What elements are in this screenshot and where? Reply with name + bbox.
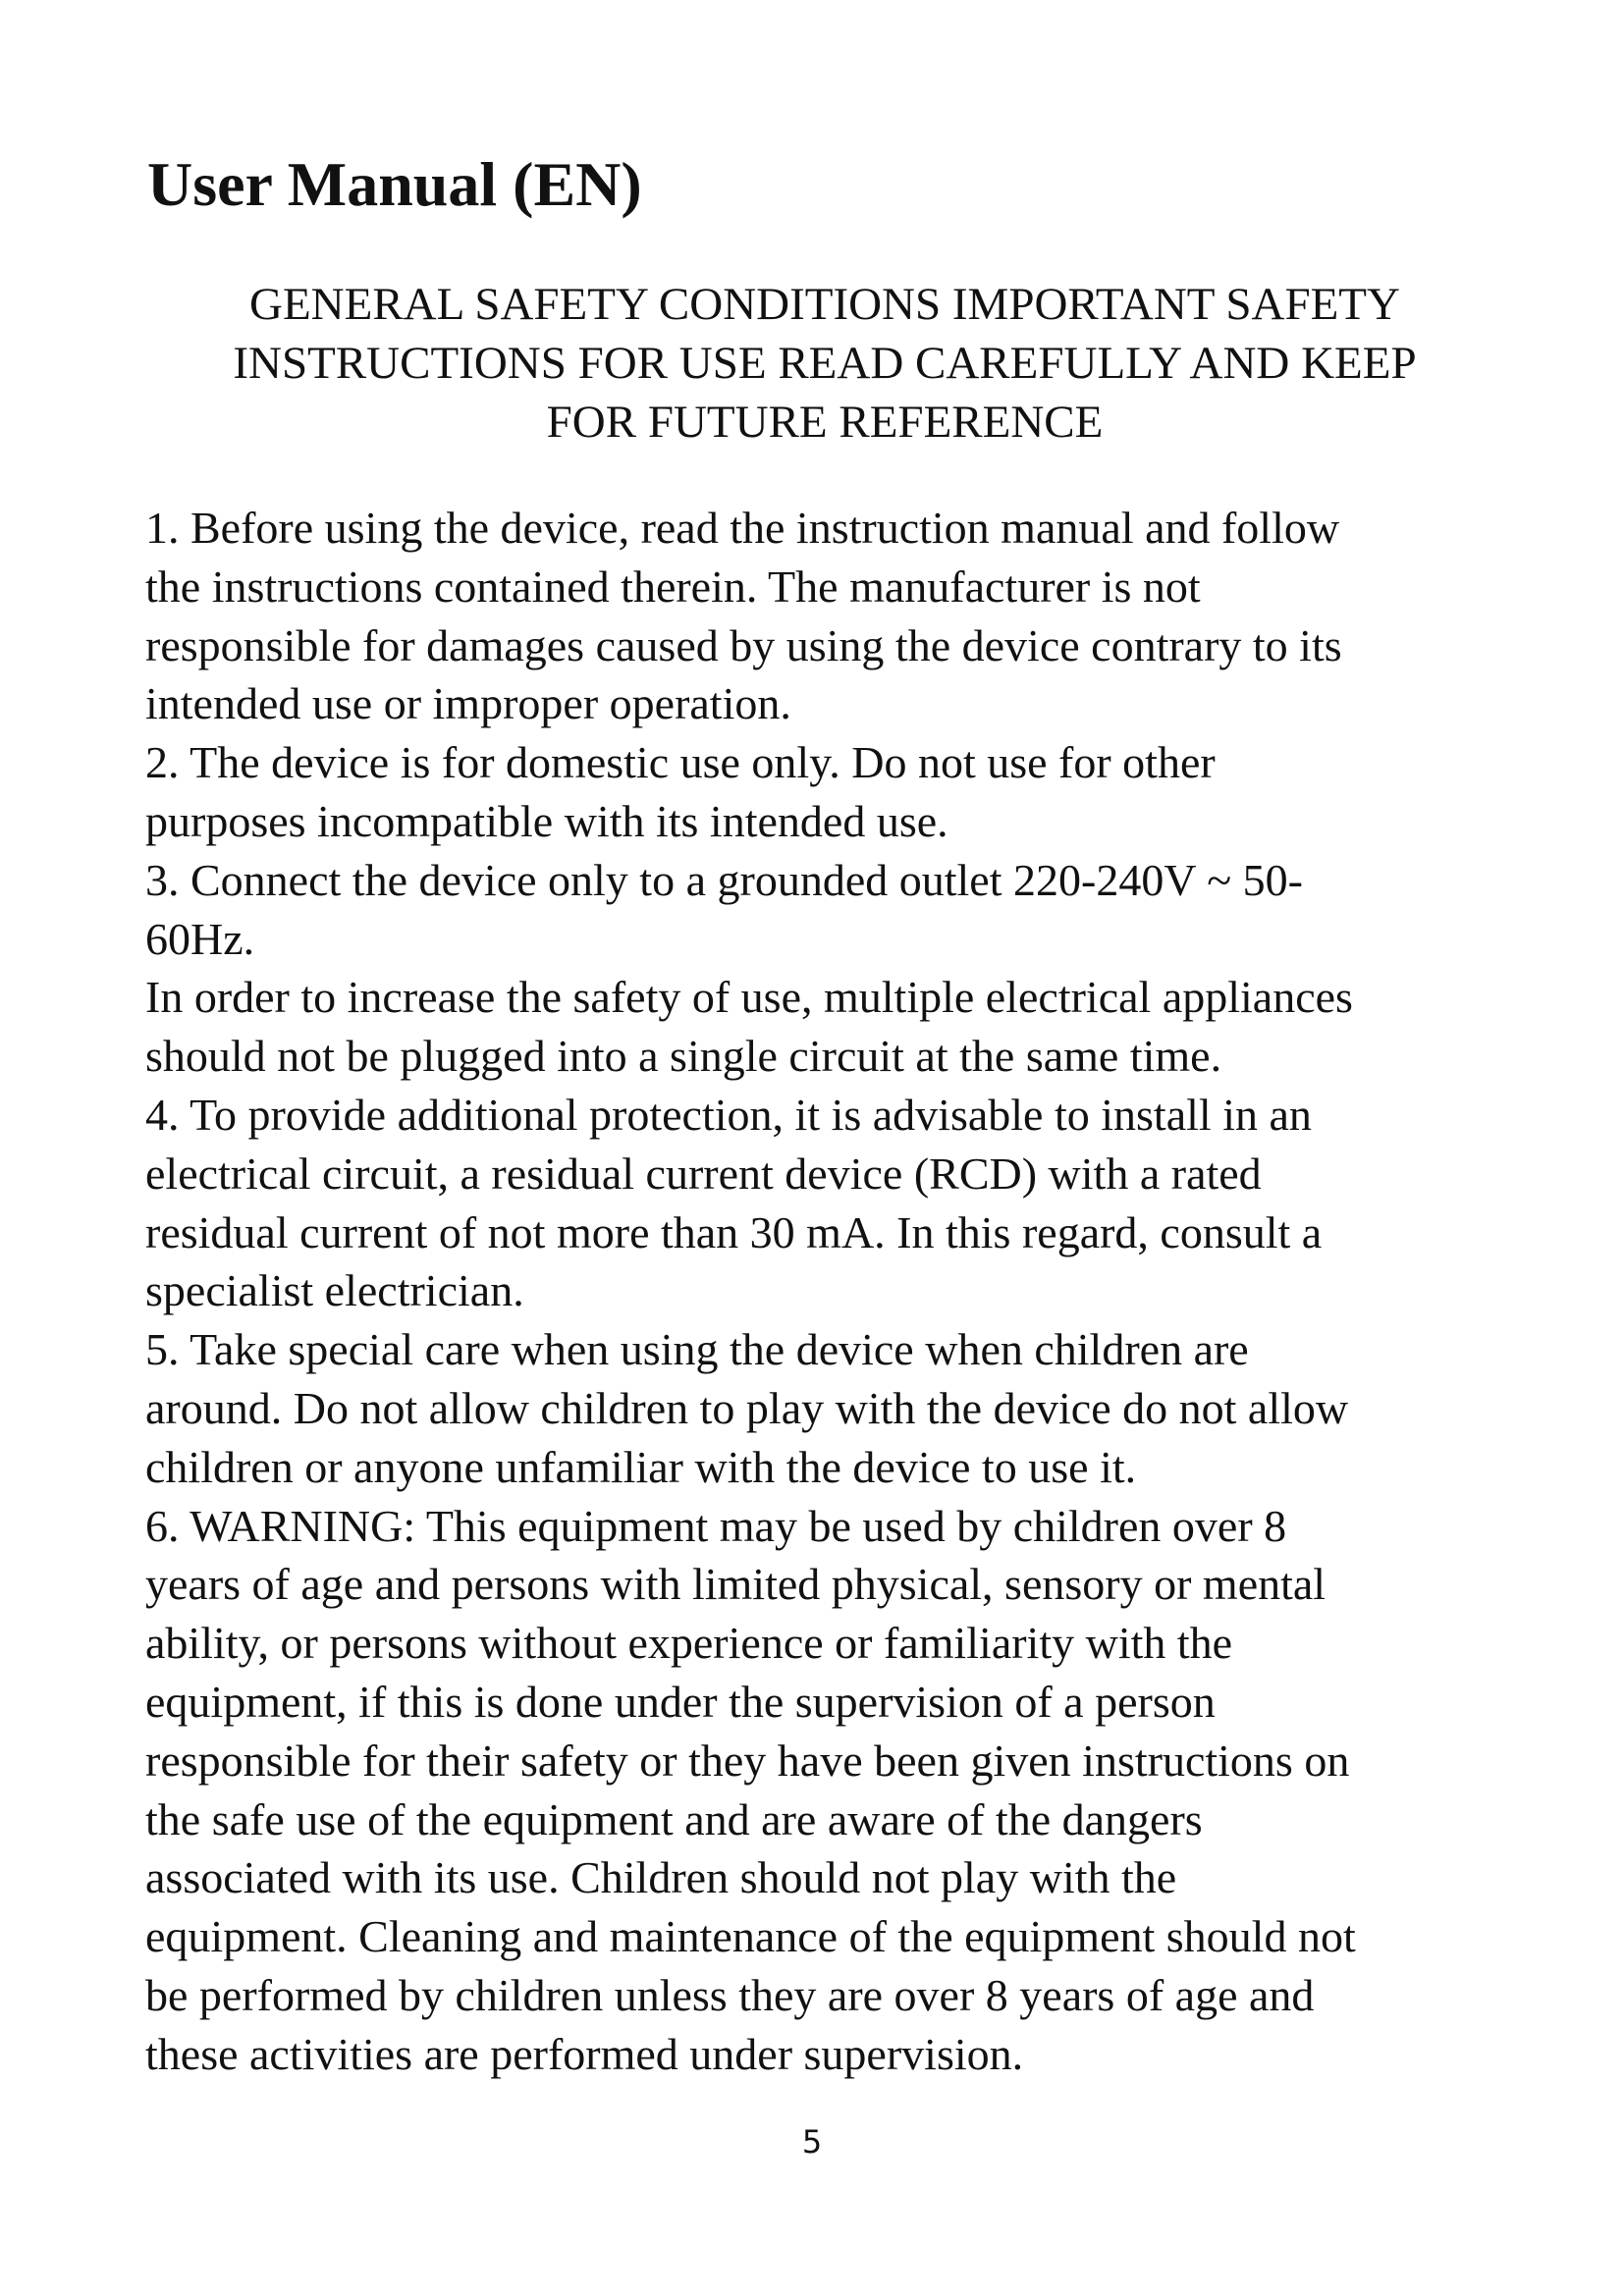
body-line: equipment. Cleaning and maintenance of the equipment should not [145, 1911, 1356, 1962]
body-line: 2. The device is for domestic use only. Do not use for other [145, 737, 1216, 788]
body-line: around. Do not allow children to play with the device do not allow [145, 1382, 1349, 1433]
body-line: equipment, if this is done under the supervision of a person [145, 1676, 1216, 1727]
safety-heading [147, 275, 1502, 452]
body-line: 5. Take special care when using the device when children are [145, 1324, 1249, 1375]
body-line: responsible for their safety or they have been given instructions on [145, 1735, 1350, 1786]
body-line: In order to increase the safety of use, multiple electrical appliances [145, 972, 1353, 1023]
body-line: these activities are performed under supervision. [145, 2028, 1024, 2079]
body-line: intended use or improper operation. [145, 678, 791, 729]
body-line: responsible for damages caused by using the device contrary to its [145, 619, 1342, 670]
body-line: children or anyone unfamiliar with the device to use it. [145, 1441, 1137, 1492]
body-line: 6. WARNING: This equipment may be used by children over 8 [145, 1500, 1287, 1551]
body-line: 3. Connect the device only to a grounded outlet 220-240V ~ 50- [145, 854, 1303, 905]
body-line: 60Hz. [145, 913, 255, 964]
body-line: ability, or persons without experience or familiarity with the [145, 1618, 1233, 1669]
body-line: the instructions contained therein. The manufacturer is not [145, 561, 1201, 612]
safety-heading-line: INSTRUCTIONS FOR USE READ CAREFULLY AND KEEP [233, 338, 1417, 389]
safety-heading-line: GENERAL SAFETY CONDITIONS IMPORTANT SAFETY [249, 279, 1400, 330]
body-line: 4. To provide additional protection, it is advisable to install in an [145, 1089, 1312, 1140]
page-number: 5 [801, 2123, 823, 2161]
body-line: specialist electrician. [145, 1265, 524, 1316]
body-line: years of age and persons with limited physical, sensory or mental [145, 1559, 1326, 1610]
body-line: electrical circuit, a residual current device (RCD) with a rated [145, 1148, 1262, 1199]
body-line: be performed by children unless they are over 8 years of age and [145, 1969, 1315, 2020]
body-line: associated with its use. Children should not play with the [145, 1852, 1177, 1903]
instructions-body [145, 499, 1520, 2084]
body-line: the safe use of the equipment and are aware of the dangers [145, 1793, 1203, 1844]
body-line: 1. Before using the device, read the instruction manual and follow [145, 503, 1340, 553]
body-line: should not be plugged into a single circuit at the same time. [145, 1031, 1222, 1082]
body-line: residual current of not more than 30 mA. In this regard, consult a [145, 1206, 1323, 1257]
page-title: User Manual (EN) [147, 149, 642, 219]
body-line: purposes incompatible with its intended use. [145, 795, 948, 846]
safety-heading-line: FOR FUTURE REFERENCE [546, 397, 1104, 448]
